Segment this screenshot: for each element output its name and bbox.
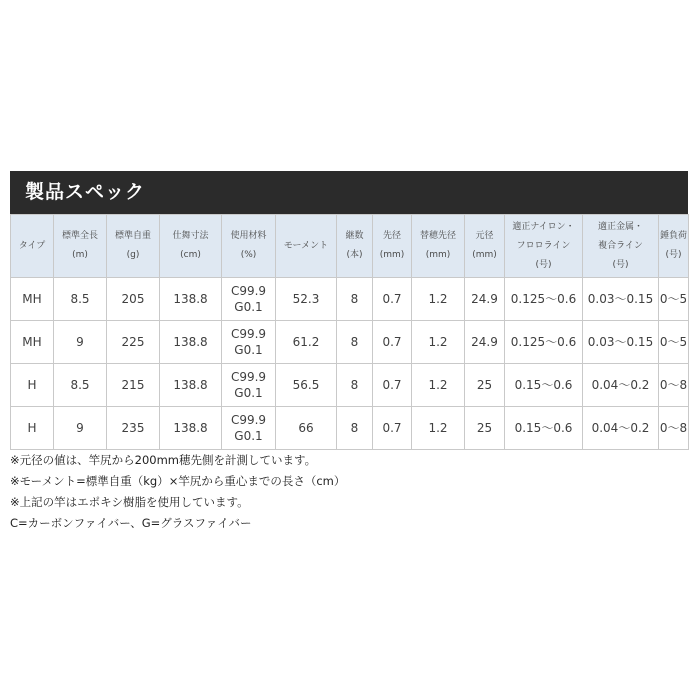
cell-moment: 56.5 bbox=[276, 364, 337, 407]
cell-spare-tip-diameter: 1.2 bbox=[412, 321, 465, 364]
spec-notes bbox=[10, 450, 688, 534]
cell-spare-tip-diameter: 1.2 bbox=[412, 364, 465, 407]
col-header-closed-length: 仕舞寸法 (cm) bbox=[160, 215, 222, 278]
cell-sections: 8 bbox=[337, 407, 373, 450]
col-header-sections: 継数 (本) bbox=[337, 215, 373, 278]
note-epoxy-resin: ※上記の竿はエポキシ樹脂を使用しています。 bbox=[10, 495, 249, 509]
cell-metal-line: 0.03～0.15 bbox=[583, 278, 659, 321]
cell-tip-diameter: 0.7 bbox=[373, 278, 412, 321]
cell-closed-length: 138.8 bbox=[160, 364, 222, 407]
cell-length: 9 bbox=[54, 407, 107, 450]
cell-type: MH bbox=[11, 321, 54, 364]
cell-closed-length: 138.8 bbox=[160, 407, 222, 450]
col-header-material: 使用材料 (%) bbox=[222, 215, 276, 278]
cell-closed-length: 138.8 bbox=[160, 321, 222, 364]
col-header-tip-diameter: 先径 (mm) bbox=[373, 215, 412, 278]
cell-tip-diameter: 0.7 bbox=[373, 321, 412, 364]
cell-sections: 8 bbox=[337, 278, 373, 321]
cell-sections: 8 bbox=[337, 321, 373, 364]
table-row bbox=[11, 321, 689, 364]
table-row bbox=[11, 364, 689, 407]
table-row bbox=[11, 407, 689, 450]
cell-nylon-line: 0.15～0.6 bbox=[505, 364, 583, 407]
col-header-sinker: 錘負荷 (号) bbox=[659, 215, 689, 278]
cell-weight: 205 bbox=[107, 278, 160, 321]
cell-butt-diameter: 25 bbox=[465, 364, 505, 407]
cell-weight: 215 bbox=[107, 364, 160, 407]
cell-spare-tip-diameter: 1.2 bbox=[412, 278, 465, 321]
cell-nylon-line: 0.125～0.6 bbox=[505, 321, 583, 364]
table-row bbox=[11, 278, 689, 321]
cell-metal-line: 0.04～0.2 bbox=[583, 407, 659, 450]
cell-closed-length: 138.8 bbox=[160, 278, 222, 321]
cell-moment: 61.2 bbox=[276, 321, 337, 364]
cell-material: C99.9 G0.1 bbox=[222, 364, 276, 407]
col-header-spare-tip-diameter: 替穂先径 (mm) bbox=[412, 215, 465, 278]
cell-sinker: 0～8 bbox=[659, 364, 689, 407]
col-header-type: タイプ bbox=[11, 215, 54, 278]
cell-spare-tip-diameter: 1.2 bbox=[412, 407, 465, 450]
cell-type: H bbox=[11, 407, 54, 450]
cell-length: 8.5 bbox=[54, 278, 107, 321]
spec-table bbox=[10, 214, 689, 450]
cell-type: H bbox=[11, 364, 54, 407]
cell-nylon-line: 0.125～0.6 bbox=[505, 278, 583, 321]
col-header-nylon-line: 適正ナイロン・ フロロライン (号) bbox=[505, 215, 583, 278]
note-butt-diameter: ※元径の値は、竿尻から200mm穂先側を計測しています。 bbox=[10, 453, 317, 467]
cell-weight: 225 bbox=[107, 321, 160, 364]
note-material-legend: C=カーボンファイバー、G=グラスファイバー bbox=[10, 516, 252, 530]
cell-length: 9 bbox=[54, 321, 107, 364]
cell-moment: 52.3 bbox=[276, 278, 337, 321]
cell-length: 8.5 bbox=[54, 364, 107, 407]
col-header-length: 標準全長 (m) bbox=[54, 215, 107, 278]
col-header-metal-line: 適正金属・ 複合ライン (号) bbox=[583, 215, 659, 278]
cell-sinker: 0～8 bbox=[659, 407, 689, 450]
table-header-row bbox=[11, 215, 689, 278]
note-moment-formula: ※モーメント=標準自重（kg）×竿尻から重心までの長さ（cm） bbox=[10, 474, 346, 488]
cell-sinker: 0～5 bbox=[659, 321, 689, 364]
cell-butt-diameter: 25 bbox=[465, 407, 505, 450]
col-header-butt-diameter: 元径 (mm) bbox=[465, 215, 505, 278]
cell-material: C99.9 G0.1 bbox=[222, 321, 276, 364]
cell-weight: 235 bbox=[107, 407, 160, 450]
cell-tip-diameter: 0.7 bbox=[373, 407, 412, 450]
col-header-weight: 標準自重 (g) bbox=[107, 215, 160, 278]
cell-tip-diameter: 0.7 bbox=[373, 364, 412, 407]
cell-material: C99.9 G0.1 bbox=[222, 407, 276, 450]
cell-metal-line: 0.04～0.2 bbox=[583, 364, 659, 407]
cell-type: MH bbox=[11, 278, 54, 321]
cell-sinker: 0～5 bbox=[659, 278, 689, 321]
cell-butt-diameter: 24.9 bbox=[465, 278, 505, 321]
spec-section-title: 製品スペック bbox=[10, 171, 688, 214]
cell-sections: 8 bbox=[337, 364, 373, 407]
cell-butt-diameter: 24.9 bbox=[465, 321, 505, 364]
cell-moment: 66 bbox=[276, 407, 337, 450]
cell-metal-line: 0.03～0.15 bbox=[583, 321, 659, 364]
cell-material: C99.9 G0.1 bbox=[222, 278, 276, 321]
cell-nylon-line: 0.15～0.6 bbox=[505, 407, 583, 450]
col-header-moment: モーメント bbox=[276, 215, 337, 278]
